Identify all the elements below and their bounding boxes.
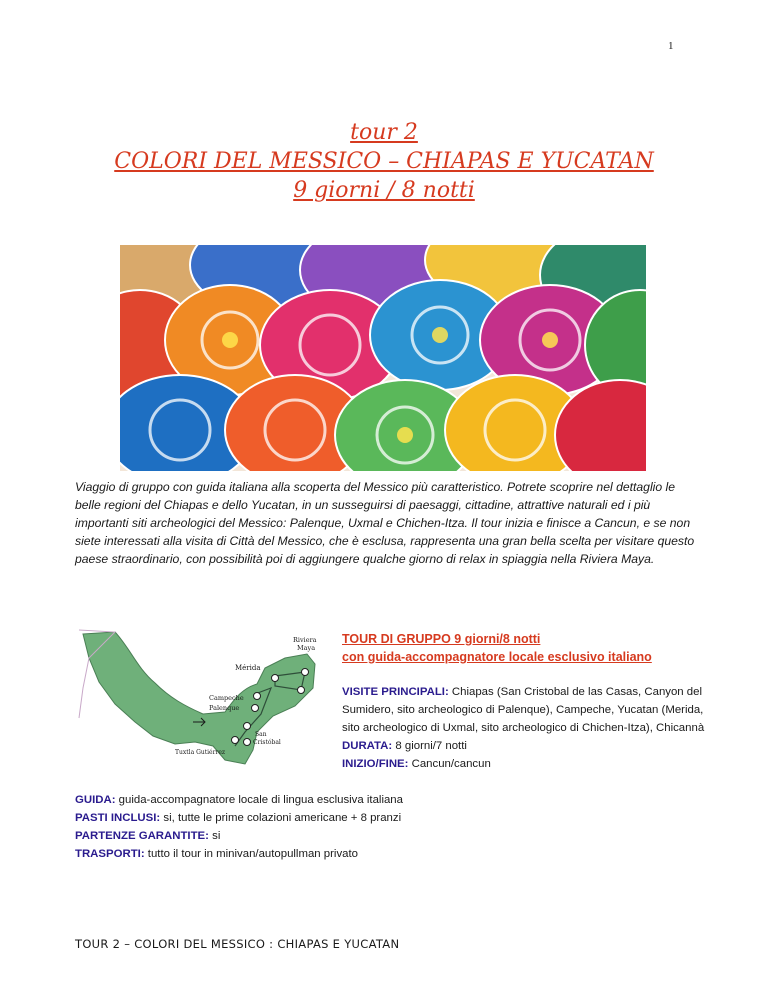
intro-paragraph: Viaggio di gruppo con guida italiana alla scoperta del Messico più caratteristico. Potrete scoprire nel dettaglio le belle regioni del Chiapas e dello Yucatan, in un susseguirsi di paesaggi, cittadine, attrattive naturali ed i più importanti siti archeologici del Messico: Palenque, Uxmal e Chichen-Itza. Il tour inizia e finisce a Cancun, e se non siete interessati alla visita di Città del Messico, che è esclusa, rappresenta una gran bella scelta per visitare questo paese straordinario, con possibilità poi di aggiungere qualche giorno di relax in spiaggia nella Riviera Maya. [75, 480, 695, 566]
map-label-palenque: Palenque [209, 704, 240, 712]
tour-heading-line-2: con guida-accompagnatore locale esclusivo italiano [342, 650, 652, 664]
map-label-maya: Maya [297, 644, 316, 652]
title-line-3: 9 giorni / 8 notti [293, 178, 475, 203]
tour-heading [342, 630, 652, 666]
visite-label: VISITE PRINCIPALI: [342, 686, 449, 698]
partenze-label: PARTENZE GARANTITE: [75, 830, 209, 842]
map-label-campeche: Campeche [209, 694, 244, 702]
map-label-merida: Mérida [235, 664, 261, 672]
page-title [0, 118, 768, 205]
mexico-map-icon [75, 628, 330, 776]
map-label-riviera: Riviera [293, 636, 317, 644]
inizio-label: INIZIO/FINE: [342, 758, 409, 770]
detail-guida [75, 791, 695, 809]
tour-details-right [342, 683, 712, 773]
map-label-cristobal: Cristóbal [253, 739, 281, 746]
tour-details-bottom [75, 791, 695, 863]
visite-value: Chiapas (San Cristobal de las Casas, Canyon del Sumidero, sito archeologico di Palenque), Campeche, Yucatan (Merida, sito archeologico di Uxmal, sito archeologico di Chichen-Itza), Chicannà [342, 686, 705, 734]
colorful-bowls-photo [120, 245, 646, 471]
detail-inizio [342, 755, 712, 773]
title-line-1: tour 2 [350, 120, 418, 145]
detail-durata [342, 737, 712, 755]
guida-label: GUIDA: [75, 794, 116, 806]
page-number: 1 [668, 40, 674, 52]
title-line-2: COLORI DEL MESSICO – CHIAPAS E YUCATAN [114, 149, 654, 174]
trasporti-value: tutto il tour in minivan/autopullman privato [144, 848, 358, 860]
pasti-value: si, tutte le prime colazioni americane + 8 pranzi [160, 812, 402, 824]
trasporti-label: TRASPORTI: [75, 848, 145, 860]
partenze-value: si [208, 830, 221, 842]
detail-visite [342, 683, 712, 737]
durata-label: DURATA: [342, 740, 393, 752]
map-label-san: San [255, 731, 267, 738]
route-map [75, 628, 330, 776]
inizio-value: Cancun/cancun [408, 758, 491, 770]
detail-trasporti [75, 845, 695, 863]
detail-pasti [75, 809, 695, 827]
page-footer: TOUR 2 – COLORI DEL MESSICO : CHIAPAS E YUCATAN [75, 937, 400, 951]
bowls-image-icon [120, 245, 646, 471]
detail-partenze [75, 827, 695, 845]
map-label-tuxtla: Tuxtla Gutiérrez [175, 749, 226, 756]
durata-value: 8 giorni/7 notti [392, 740, 467, 752]
guida-value: guida-accompagnatore locale di lingua esclusiva italiana [115, 794, 403, 806]
pasti-label: PASTI INCLUSI: [75, 812, 161, 824]
tour-heading-line-1: TOUR DI GRUPPO 9 giorni/8 notti [342, 632, 541, 646]
